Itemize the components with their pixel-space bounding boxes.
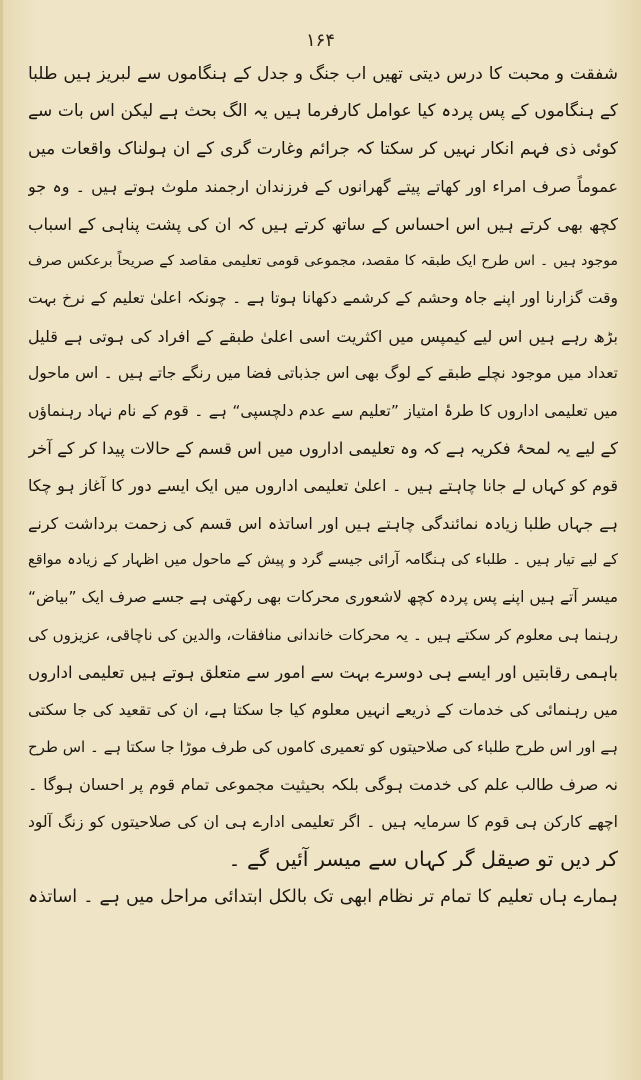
text-line-8: بڑھ رہے ہیں اس لیے کیمپس میں اکثریت اسی اعلیٰ طبقے کے افراد کی ہوتی ہے قلیل [28,326,618,346]
text-line-22: کر دیں تو صیقل گر کہاں سے میسر آئیں گے ۔ [228,847,618,872]
text-line-1: شفقت و محبت کا درس دیتی تھیں اب جنگ و جدل کے ہنگاموں سے لبریز ہیں طلبا [28,64,618,84]
text-line-2: کے ہنگاموں کے پس پردہ کیا عوامل کارفرما ہیں یہ الگ بحث ہے لیکن اس بات سے [28,101,618,122]
text-line-4: عموماً صرف امراء اور کھاتے پیتے گھرانوں کے فرزندان ارجمند ملوث ہوتے ہیں ۔ وہ جو [28,177,618,197]
text-line-10: میں تعلیمی اداروں کا طرۂ امتیاز ”تعلیم سے عدم دلچسپی“ ہے ۔ قوم کے نام نہاد رہنماؤں [28,401,618,420]
text-line-23: ہمارے ہاں تعلیم کا تمام تر نظام ابھی تک بالکل ابتدائی مراحل میں ہے ۔ اساتذہ [28,886,618,907]
text-line-9: تعداد میں موجود نچلے طبقے کے لوگ بھی اس جذباتی فضا میں رنگے جاتے ہیں ۔ اس ماحول [28,364,618,383]
text-line-12: قوم کو کہاں لے جانا چاہتے ہیں ۔ اعلیٰ تعلیمی اداروں میں ایک ایسے دور کا آغاز ہو چکا [28,476,618,496]
text-line-11: کے لیے یہ لمحۂ فکریہ ہے کہ وہ تعلیمی اداروں میں اس قسم کے حالات پیدا کر کے آخر [28,438,618,458]
text-line-18: میں رہنمائی کی خدمات کے ذریعے انہیں معلوم کیا جا سکتا ہے، ان کی تقعید کی جا سکتی [28,700,618,719]
text-line-21: اچھے کارکن ہی قوم کا سرمایہ ہیں ۔ اگر تعلیمی ادارے ہی ان کی صلاحیتوں کو زنگ آلود [28,812,618,831]
text-line-6: موجود ہیں ۔ اس طرح ایک طبقہ کا مقصد، مجموعی قومی تعلیمی مقاصد کے صریحاً برعکس صرف [28,252,618,269]
text-line-14: کے لیے تیار ہیں ۔ طلباء کی ہنگامہ آرائی جیسے گرد و پیش کے ماحول میں اظہار کے زیادہ مواقع [28,552,618,569]
text-line-20: نہ صرف طالب علم کی خدمت ہوگی بلکہ بحیثیت مجموعی تمام قوم پر احسان ہوگا ۔ [28,775,618,795]
text-line-7: وقت گزارنا اور اپنے جاہ وحشم کے کرشمے دکھانا ہوتا ہے ۔ چونکہ اعلیٰ تعلیم کے نرخ بہت [28,289,618,308]
text-line-19: ہے اور اس طرح طلباء کی صلاحیتوں کو تعمیری کاموں کی طرف موڑا جا سکتا ہے ۔ اس طرح [28,738,618,757]
page-number: ۱۶۴ [305,30,335,51]
text-line-5: کچھ بھی کرتے ہیں اس احساس کے ساتھ کرتے ہیں کہ ان کی پشت پناہی کے اسباب [28,214,618,234]
text-line-17: باہمی رقابتیں اور ایسے ہی دوسرے بہت سے امور سے متعلق ہوتے ہیں تعلیمی اداروں [28,663,618,683]
text-line-13: ہے جہاں طلبا زیادہ نمائندگی چاہتے ہیں اور اساتذہ اس قسم کی زحمت برداشت کرنے [28,513,618,533]
page-body-text [28,56,618,916]
text-line-15: میسر آتے ہیں اپنے پس پردہ کچھ لاشعوری محرکات بھی رکھتی ہے جسے صرف ایک ”بیاض“ [28,588,618,607]
text-line-16: رہنما ہی معلوم کر سکتے ہیں ۔ یہ محرکات خاندانی منافقات، والدین کی ناچاقی، عزیزوں کی [28,625,618,644]
text-line-3: کوئی ذی فہم انکار نہیں کر سکتا کہ جرائم وغارت گری کے ان ہولناک واقعات میں [28,138,618,159]
